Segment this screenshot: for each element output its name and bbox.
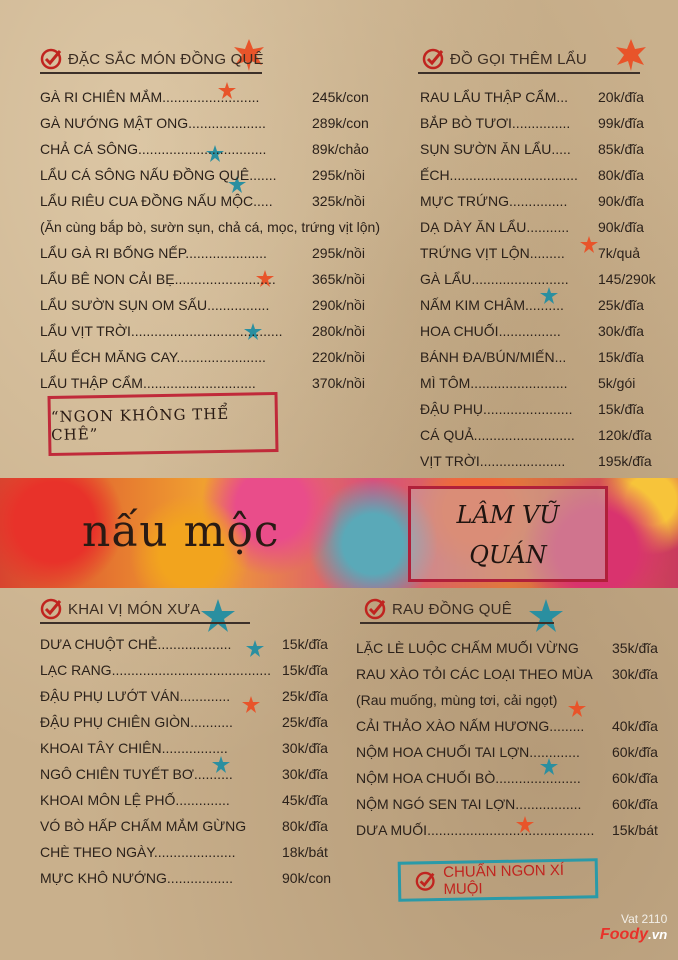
menu-item	[40, 318, 380, 344]
item-name: VÓ BÒ HẤP CHẤM MẮM GỪNG	[40, 818, 247, 834]
item-name: SỤN SƯỜN ĂN LẨU.....	[420, 141, 571, 157]
item-price: 15k/bát	[612, 822, 658, 838]
item-name: NỘM HOA CHUỐI TAI LỢN.............	[356, 744, 580, 760]
section-header-dac-sac	[40, 48, 264, 70]
section-title: ĐẶC SẮC MÓN ĐỒNG QUÊ	[68, 50, 264, 68]
item-name: CẢI THẢO XÀO NẤM HƯƠNG.........	[356, 718, 585, 734]
item-name: VỊT TRỜI......................	[420, 453, 566, 469]
menu-item	[420, 292, 670, 318]
item-name: TRỨNG VỊT LỘN.........	[420, 245, 565, 261]
slogan-text: CHUẨN NGON XÍ MUỘI	[443, 861, 565, 898]
item-price: 60k/đĩa	[612, 770, 658, 786]
menu-item	[40, 735, 340, 761]
menu-item	[40, 813, 340, 839]
menu-item	[40, 136, 380, 162]
item-name: LẨU CÁ SÔNG NẤU ĐỒNG QUÊ.......	[40, 167, 277, 183]
item-price: 90k/con	[282, 870, 332, 886]
menu-list-dac-sac	[40, 84, 380, 396]
item-name: MỰC TRỨNG...............	[420, 193, 568, 209]
item-name: LẠC RANG.........................................	[40, 662, 272, 678]
menu-item	[420, 240, 670, 266]
section-title: ĐỒ GỌI THÊM LẨU	[450, 50, 587, 68]
menu-item	[40, 84, 380, 110]
menu-note	[40, 214, 380, 240]
menu-item	[420, 84, 670, 110]
item-name: NGÔ CHIÊN TUYẾT BƠ..........	[40, 766, 233, 782]
menu-item	[40, 865, 340, 891]
item-price: 30k/đĩa	[598, 323, 644, 339]
item-name: MỰC KHÔ NƯỚNG.................	[40, 870, 234, 886]
item-price: 15k/đĩa	[282, 662, 328, 678]
menu-item	[40, 344, 380, 370]
item-name: ĐẬU PHỤ.......................	[420, 401, 573, 417]
slogan-stamp: “NGON KHÔNG THỂ CHÊ”	[47, 392, 278, 456]
item-price: 80k/đĩa	[282, 818, 328, 834]
item-price: 280k/nồi	[312, 323, 365, 339]
menu-item	[40, 110, 380, 136]
item-price: 25k/đĩa	[598, 297, 644, 313]
item-name: DẠ DÀY ĂN LẨU...........	[420, 219, 570, 235]
menu-item	[40, 839, 340, 865]
item-price: 365k/nồi	[312, 271, 365, 287]
menu-item	[356, 739, 670, 765]
item-name: RAU XÀO TỎI CÁC LOẠI THEO MÙA	[356, 666, 593, 682]
menu-note	[356, 687, 670, 713]
menu-item	[420, 188, 670, 214]
restaurant-name-line2: QUÁN	[469, 541, 547, 569]
section-divider	[40, 622, 250, 624]
menu-list-khai-vi	[40, 631, 340, 891]
menu-item	[356, 661, 670, 687]
menu-item	[420, 422, 670, 448]
star-icon	[528, 598, 564, 634]
menu-item	[40, 188, 380, 214]
item-price: 370k/nồi	[312, 375, 365, 391]
item-name: BẮP BÒ TƯƠI...............	[420, 115, 571, 131]
banner	[0, 478, 678, 588]
item-name: GÀ NƯỚNG MẬT ONG....................	[40, 115, 266, 131]
menu-item	[420, 318, 670, 344]
item-price: 90k/đĩa	[598, 219, 644, 235]
menu-item	[40, 370, 380, 396]
menu-item	[420, 162, 670, 188]
watermark	[600, 912, 667, 944]
menu-item	[40, 657, 340, 683]
check-icon	[415, 870, 436, 892]
section-title: KHAI VỊ MÓN XƯA	[68, 600, 201, 618]
menu-item	[40, 787, 340, 813]
menu-item	[420, 266, 670, 292]
item-name: DƯA MUỐI...........................................	[356, 822, 595, 838]
menu-item	[40, 709, 340, 735]
menu-item	[420, 448, 670, 474]
menu-item	[420, 396, 670, 422]
menu-item	[40, 631, 340, 657]
section-divider	[360, 622, 554, 624]
item-price: 290k/nồi	[312, 297, 365, 313]
watermark-brand-suffix: .vn	[648, 927, 668, 942]
item-name: LẨU SƯỜN SỤN OM SẤU................	[40, 297, 270, 313]
section-divider	[418, 72, 640, 74]
menu-item	[356, 791, 670, 817]
item-name: KHOAI TÂY CHIÊN.................	[40, 740, 228, 756]
menu-item	[40, 162, 380, 188]
check-icon	[422, 48, 444, 70]
star-icon	[200, 598, 236, 634]
check-icon	[364, 598, 386, 620]
item-name: LẨU ẾCH MĂNG CAY.......................	[40, 349, 266, 365]
item-name: CHẢ CÁ SÔNG.................................	[40, 141, 267, 157]
item-price: 40k/đĩa	[612, 718, 658, 734]
item-price: 15k/đĩa	[598, 349, 644, 365]
item-price: 289k/con	[312, 115, 369, 131]
item-name: ĐẬU PHỤ CHIÊN GIÒN...........	[40, 714, 233, 730]
item-name: NỘM HOA CHUỐI BÒ......................	[356, 770, 581, 786]
menu-list-do-goi	[420, 84, 670, 474]
watermark-brand-main: Foody	[600, 926, 648, 943]
banner-title: nấu mộc	[82, 506, 280, 557]
restaurant-name-box	[408, 486, 608, 582]
check-icon	[40, 48, 62, 70]
item-name: CHÈ THEO NGÀY.....................	[40, 844, 236, 860]
restaurant-name-line1: LÂM VŨ	[456, 501, 560, 529]
section-title: RAU ĐỒNG QUÊ	[392, 600, 512, 618]
note-text: (Ăn cùng bắp bò, sườn sụn, chả cá, mọc, trứng vịt lộn)	[40, 219, 380, 235]
menu-item	[356, 635, 670, 661]
menu-item	[420, 136, 670, 162]
watermark-brand	[600, 926, 667, 943]
section-header-khai-vi	[40, 598, 201, 620]
item-name: BÁNH ĐA/BÚN/MIẾN...	[420, 349, 567, 365]
item-price: 60k/đĩa	[612, 796, 658, 812]
item-price: 90k/đĩa	[598, 193, 644, 209]
item-price: 30k/đĩa	[612, 666, 658, 682]
item-price: 325k/nồi	[312, 193, 365, 209]
item-name: KHOAI MÔN LỆ PHỐ..............	[40, 792, 230, 808]
menu-item	[420, 214, 670, 240]
menu-item	[420, 110, 670, 136]
item-price: 35k/đĩa	[612, 640, 658, 656]
menu-item	[40, 292, 380, 318]
menu-item	[356, 817, 670, 843]
section-divider	[40, 72, 262, 74]
item-name: CÁ QUẢ..........................	[420, 427, 575, 443]
item-price: 99k/đĩa	[598, 115, 644, 131]
slogan-stamp-chuan	[398, 858, 599, 901]
item-price: 7k/quả	[598, 245, 641, 261]
check-icon	[40, 598, 62, 620]
item-name: NẤM KIM CHÂM..........	[420, 297, 564, 313]
menu-item	[356, 765, 670, 791]
menu-item	[40, 240, 380, 266]
item-price: 30k/đĩa	[282, 766, 328, 782]
menu-item	[40, 683, 340, 709]
item-price: 45k/đĩa	[282, 792, 328, 808]
item-name: ĐẬU PHỤ LƯỚT VÁN.............	[40, 688, 231, 704]
item-name: DƯA CHUỘT CHẺ...................	[40, 636, 232, 652]
item-price: 80k/đĩa	[598, 167, 644, 183]
item-name: HOA CHUỐI................	[420, 323, 561, 339]
menu-item	[40, 266, 380, 292]
note-text: (Rau muống, mùng tơi, cải ngọt)	[356, 692, 558, 708]
item-name: LẶC LÈ LUỘC CHẤM MUỐI VỪNG	[356, 640, 579, 656]
item-price: 220k/nồi	[312, 349, 365, 365]
maple-leaf-icon	[614, 38, 648, 72]
item-name: LẨU GÀ RI BỐNG NẾP.....................	[40, 245, 267, 261]
item-price: 20k/đĩa	[598, 89, 644, 105]
item-price: 145/290k	[598, 271, 656, 287]
item-price: 15k/đĩa	[598, 401, 644, 417]
menu-item	[40, 761, 340, 787]
item-price: 60k/đĩa	[612, 744, 658, 760]
item-name: LẨU RIÊU CUA ĐỒNG NẤU MỘC.....	[40, 193, 273, 209]
item-name: NỘM NGÓ SEN TAI LỢN.................	[356, 796, 582, 812]
item-price: 295k/nồi	[312, 245, 365, 261]
section-header-do-goi	[422, 48, 587, 70]
item-price: 120k/đĩa	[598, 427, 652, 443]
item-name: LẨU THẬP CẨM.............................	[40, 375, 256, 391]
menu-item	[420, 370, 670, 396]
item-price: 195k/đĩa	[598, 453, 652, 469]
item-name: MÌ TÔM.........................	[420, 375, 568, 391]
item-price: 18k/bát	[282, 844, 328, 860]
item-price: 25k/đĩa	[282, 688, 328, 704]
item-name: LẨU BÊ NON CẢI BẸ..........................	[40, 271, 276, 287]
item-price: 85k/đĩa	[598, 141, 644, 157]
menu-list-rau	[356, 635, 670, 843]
menu-item	[420, 344, 670, 370]
item-price: 5k/gói	[598, 375, 636, 391]
item-price: 15k/đĩa	[282, 636, 328, 652]
item-name: RAU LẨU THẬP CẨM...	[420, 89, 569, 105]
item-name: ẾCH.................................	[420, 167, 578, 183]
item-price: 245k/con	[312, 89, 369, 105]
section-header-rau	[364, 598, 512, 620]
item-price: 295k/nồi	[312, 167, 365, 183]
item-name: GÀ LẨU.........................	[420, 271, 569, 287]
item-name: LẨU VỊT TRỜI.......................................	[40, 323, 283, 339]
menu-item	[356, 713, 670, 739]
watermark-code: Vat 2110	[621, 912, 668, 926]
item-price: 89k/chảo	[312, 141, 369, 157]
item-price: 30k/đĩa	[282, 740, 328, 756]
item-name: GÀ RI CHIÊN MẮM.........................	[40, 89, 260, 105]
item-price: 25k/đĩa	[282, 714, 328, 730]
